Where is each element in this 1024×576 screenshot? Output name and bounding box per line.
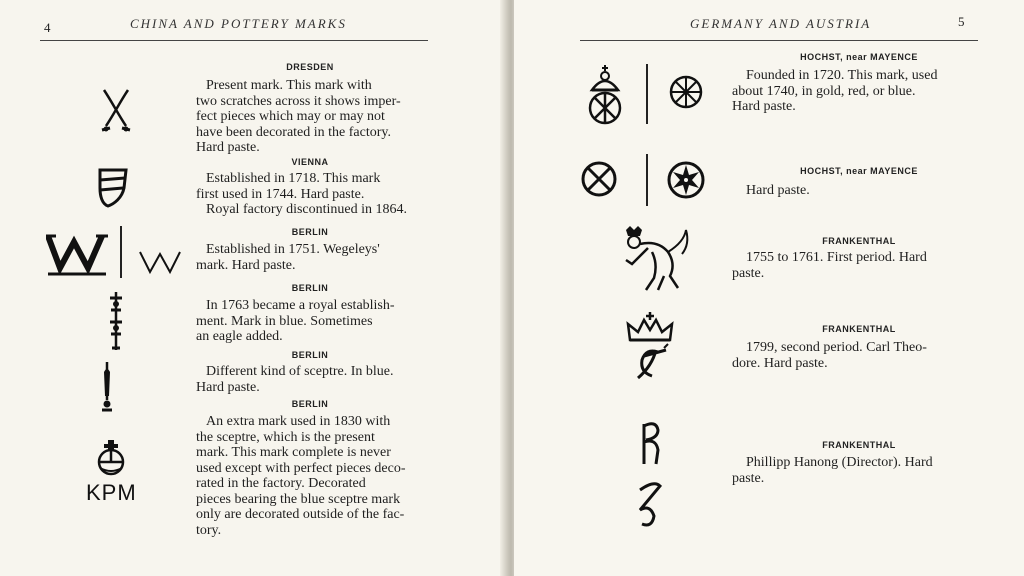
text-line: Founded in 1720. This mark, used — [746, 68, 938, 83]
text-line: Established in 1751. Wegeleys' — [206, 242, 380, 257]
vienna-shield-mark — [96, 166, 130, 208]
berlin-sceptre-blue-mark — [98, 360, 116, 414]
text-line: about 1740, in gold, red, or blue. — [732, 83, 916, 99]
page-number: 4 — [44, 20, 51, 35]
running-head: GERMANY AND AUSTRIA — [690, 16, 872, 31]
entry-caption: BERLIN — [291, 283, 329, 293]
text-line: first used in 1744. Hard paste. — [196, 186, 365, 202]
entry-text — [196, 242, 430, 273]
text-line: Phillipp Hanong (Director). Hard — [746, 455, 933, 470]
dresden-crossed-swords-mark — [98, 88, 134, 134]
hochst-crowned-wheel-mark — [586, 64, 624, 126]
frankenthal-crowned-ct-mark — [624, 310, 676, 382]
text-line: fect pieces which may or may not — [196, 109, 385, 124]
mark-divider — [120, 226, 122, 278]
text-line: rated in the factory. Decorated — [196, 476, 366, 491]
entry-caption: HOCHST, near MAYENCE — [800, 166, 918, 176]
text-line: Present mark. This mark with — [206, 78, 372, 93]
text-line: mark. This mark complete is never — [196, 445, 391, 460]
text-line: Hard paste. — [196, 379, 260, 395]
entry-caption: HOCHST, near MAYENCE — [800, 52, 918, 62]
text-line: Royal factory discontinued in 1864. — [206, 202, 408, 217]
entry-caption: BERLIN — [291, 350, 329, 360]
kpm-mark: KPM — [86, 480, 137, 505]
text-line: 1799, second period. Carl Theo- — [746, 340, 927, 355]
text-line: 1755 to 1761. First period. Hard — [746, 250, 927, 265]
hochst-star-wheel-mark — [666, 160, 706, 200]
text-line: mark. Hard paste. — [196, 257, 296, 273]
header-rule — [40, 40, 428, 41]
berlin-small-w-mark — [138, 248, 182, 276]
text-line: dore. Hard paste. — [732, 355, 828, 371]
entry-text — [732, 68, 984, 115]
entry-text — [732, 250, 984, 281]
text-line: An extra mark used in 1830 with — [206, 414, 391, 429]
header-rule — [580, 40, 978, 41]
text-line: have been decorated in the factory. — [196, 124, 391, 140]
berlin-imperial-orb-mark — [94, 438, 128, 476]
entry-text — [196, 171, 430, 218]
text-line: an eagle added. — [196, 329, 283, 344]
text-line: paste. — [732, 265, 765, 281]
left-page — [0, 0, 506, 576]
text-line: two scratches across it shows imper- — [196, 93, 401, 109]
text-line: pieces bearing the blue sceptre mark — [196, 491, 401, 507]
text-line: Established in 1718. This mark — [206, 171, 381, 186]
text-line: Hard paste. — [732, 99, 796, 114]
entry-caption: BERLIN — [291, 399, 329, 409]
entry-text — [196, 364, 430, 395]
entry-text — [732, 455, 984, 486]
berlin-w-mark — [46, 232, 108, 276]
berlin-sceptre-mark — [106, 290, 126, 352]
entry-text — [196, 298, 430, 345]
frankenthal-ph-monogram-mark — [630, 420, 670, 530]
running-head: CHINA AND POTTERY MARKS — [130, 16, 347, 31]
text-line: tory. — [196, 522, 222, 538]
entry-caption: FRANKENTHAL — [822, 440, 896, 450]
text-line: the sceptre, which is the present — [196, 429, 375, 445]
entry-caption: BERLIN — [291, 227, 329, 237]
entry-caption: DRESDEN — [286, 62, 334, 72]
entry-text — [732, 183, 984, 199]
entry-text — [196, 414, 430, 538]
entry-caption: VIENNA — [291, 157, 329, 167]
entry-text — [196, 78, 430, 156]
hochst-wheel-mark — [668, 74, 704, 110]
text-line: ment. Mark in blue. Sometimes — [196, 313, 373, 329]
text-line: In 1763 became a royal establish- — [206, 298, 395, 313]
entry-text — [732, 340, 984, 371]
text-line: used except with perfect pieces deco- — [196, 460, 406, 476]
text-line: Different kind of sceptre. In blue. — [206, 364, 394, 379]
hochst-cross-wheel-mark — [580, 160, 618, 198]
frankenthal-lion-mark — [618, 224, 694, 294]
entry-caption: FRANKENTHAL — [822, 324, 896, 334]
mark-divider — [646, 154, 648, 206]
page-number: 5 — [958, 14, 965, 29]
text-line: only are decorated outside of the fac- — [196, 507, 405, 522]
right-page — [514, 0, 1024, 576]
text-line: Hard paste. — [196, 140, 260, 155]
entry-caption: FRANKENTHAL — [822, 236, 896, 246]
text-line: paste. — [732, 470, 765, 486]
mark-divider — [646, 64, 648, 124]
text-line: Hard paste. — [746, 183, 810, 198]
